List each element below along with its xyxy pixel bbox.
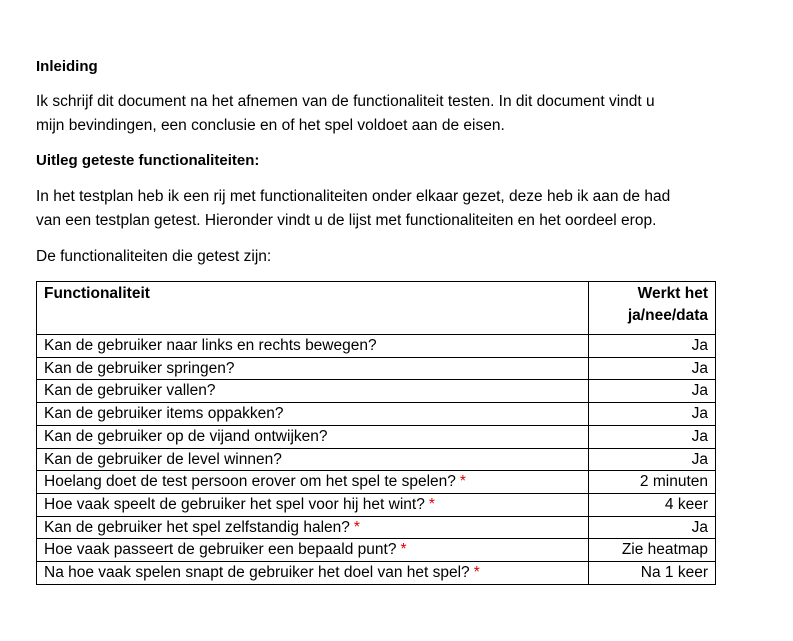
required-star-icon: * <box>400 541 407 559</box>
functionality-answer: Ja <box>589 448 716 471</box>
functionality-answer: Ja <box>589 403 716 426</box>
table-row <box>37 562 716 585</box>
table-row <box>37 403 716 426</box>
functionality-question: Kan de gebruiker springen? <box>44 359 235 377</box>
required-star-icon: * <box>353 518 360 536</box>
table-row <box>37 380 716 403</box>
functionality-answer: Ja <box>589 425 716 448</box>
functionality-answer: Na 1 keer <box>589 562 716 585</box>
functionality-question: Kan de gebruiker de level winnen? <box>44 450 282 468</box>
functionality-question-cell <box>37 516 589 539</box>
functionality-answer: Zie heatmap <box>589 539 716 562</box>
functionality-answer: Ja <box>589 335 716 358</box>
functionality-question: Kan de gebruiker naar links en rechts bewegen? <box>44 337 377 354</box>
functionality-question: Hoe vaak speelt de gebruiker het spel voor hij het wint? <box>44 495 425 513</box>
functionality-question: Kan de gebruiker het spel zelfstandig halen? <box>44 518 350 536</box>
functionality-question-cell <box>37 471 589 494</box>
intro-line-2: mijn bevindingen, een conclusie en of het spel voldoet aan de eisen. <box>36 117 505 134</box>
intro-paragraph <box>36 90 655 138</box>
functionality-question-cell <box>37 357 589 380</box>
header-werkt-het-line2: ja/nee/data <box>627 307 708 324</box>
table-row <box>37 493 716 516</box>
functionality-answer: Ja <box>589 357 716 380</box>
uitleg-paragraph <box>36 185 670 233</box>
functionality-question-cell <box>37 380 589 403</box>
table-row <box>37 471 716 494</box>
functionality-question: Hoelang doet de test persoon erover om het spel te spelen? <box>44 473 456 491</box>
table-header-row <box>37 282 716 335</box>
required-star-icon: * <box>428 495 435 513</box>
functionality-question: Kan de gebruiker vallen? <box>44 382 216 400</box>
functionality-question: Kan de gebruiker op de vijand ontwijken? <box>44 427 328 445</box>
functionality-answer: 4 keer <box>589 493 716 516</box>
uitleg-line-1: In het testplan heb ik een rij met functionaliteiten onder elkaar gezet, deze heb ik aan de had <box>36 188 671 205</box>
functionality-question-cell <box>37 493 589 516</box>
table-row <box>37 425 716 448</box>
heading-inleiding: Inleiding <box>36 58 98 75</box>
functionality-answer: 2 minuten <box>589 471 716 494</box>
functionality-question-cell <box>37 403 589 426</box>
table-row <box>37 539 716 562</box>
functionality-question: Hoe vaak passeert de gebruiker een bepaald punt? <box>44 541 397 559</box>
functionality-answer: Ja <box>589 516 716 539</box>
uitleg-line-2: van een testplan getest. Hieronder vindt u de lijst met functionaliteiten en het oordeel erop. <box>36 212 657 229</box>
heading-uitleg: Uitleg geteste functionaliteiten: <box>36 152 260 169</box>
functionality-question: Na hoe vaak spelen snapt de gebruiker het doel van het spel? <box>44 564 470 582</box>
header-werkt-het <box>589 282 716 335</box>
table-row <box>37 516 716 539</box>
table-body <box>37 335 716 585</box>
functionality-table <box>36 281 716 585</box>
required-star-icon: * <box>473 564 480 582</box>
functionality-question-cell <box>37 562 589 585</box>
functionality-question: Kan de gebruiker items oppakken? <box>44 405 284 423</box>
header-functionaliteit: Functionaliteit <box>37 282 589 335</box>
functionality-question-cell <box>37 448 589 471</box>
table-row <box>37 357 716 380</box>
functionality-question-cell <box>37 539 589 562</box>
header-werkt-het-line1: Werkt het <box>637 285 708 302</box>
intro-line-1: Ik schrijf dit document na het afnemen van de functionaliteit testen. In dit document vindt u <box>36 93 655 110</box>
table-row <box>37 335 716 358</box>
table-lead-text: De functionaliteiten die getest zijn: <box>36 248 272 265</box>
table-row <box>37 448 716 471</box>
functionality-question-cell <box>37 425 589 448</box>
functionality-answer: Ja <box>589 380 716 403</box>
required-star-icon: * <box>459 473 466 491</box>
functionality-question-cell <box>37 335 589 358</box>
